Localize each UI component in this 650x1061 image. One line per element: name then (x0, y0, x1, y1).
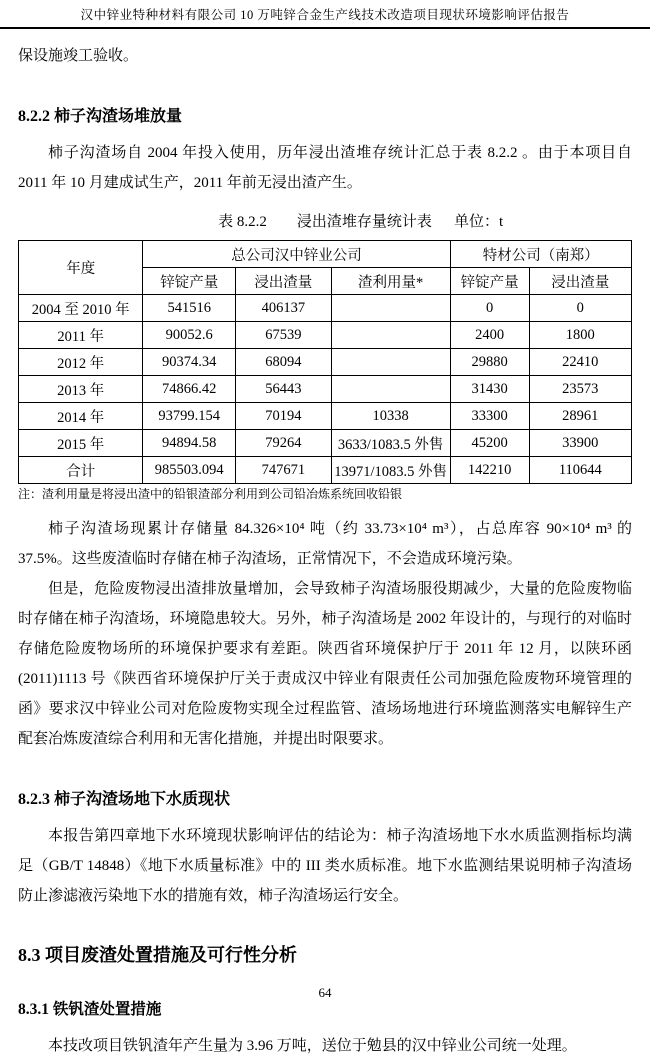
header-cell-leach-residue-1: 浸出渣量 (236, 268, 332, 295)
cell-value: 13971/1083.5 外售 (331, 457, 450, 484)
cell-year: 2013 年 (19, 376, 143, 403)
paragraph-leach-residue-intro: 柿子沟渣场自 2004 年投入使用，历年浸出渣堆存统计汇总于表 8.2.2 。由于本项目自 2011 年 10 月建成试生产，2011 年前无浸出渣产生。 (18, 145, 632, 191)
header-cell-year: 年度 (19, 241, 143, 295)
cell-value: 94894.58 (143, 430, 236, 457)
header-divider (0, 27, 650, 29)
table-caption: 表 8.2.2 浸出渣堆存量统计表 (218, 214, 432, 230)
cell-value: 79264 (236, 430, 332, 457)
paragraph-hazard-discussion: 但是，危险废物浸出渣排放量增加，会导致柿子沟渣场服役期减少，大量的危险废物临时存储在柿子沟渣场，环境隐患较大。另外，柿子沟渣场是 2002 年设计的，与现行的对临时存储危险废物场所的环境保护要求有差距。陕西省环境保护厅于 2011 年 12 月，以陕环函(2011)1113 号《陕西省环境保护厅关于责成汉中锌业有限责任公司加强危险废物环境管理的函》要求汉中锌业公司对危险废物实现全过程监管、渣场场地进行环境监测落实电解锌生产配套冶炼废渣综合利用和无害化措施，并提出时限要求。 (18, 581, 632, 747)
cell-value: 90052.6 (143, 322, 236, 349)
cell-value: 33300 (450, 403, 529, 430)
cell-value: 110644 (529, 457, 631, 484)
cell-value: 22410 (529, 349, 631, 376)
header-cell-group2: 特材公司（南郑） (450, 241, 631, 268)
cell-value: 33900 (529, 430, 631, 457)
cell-value: 93799.154 (143, 403, 236, 430)
cell-value (331, 349, 450, 376)
cell-value: 747671 (236, 457, 332, 484)
section-heading-8-2-3: 8.2.3 柿子沟渣场地下水质现状 (18, 791, 231, 808)
paragraph-groundwater-status: 本报告第四章地下水环境现状影响评估的结论为：柿子沟渣场地下水水质监测指标均满足（GB/T 14848）《地下水质量标准》中的 III 类水质标准。地下水监测结果说明柿子沟渣场防止渗滤液污染地下水的措施有效，柿子沟渣场运行安全。 (18, 828, 632, 904)
table-footnote: 注：渣利用量是将浸出渣中的铅银渣部分利用到公司铅冶炼系统回收铅银 (18, 487, 403, 501)
table-row (19, 376, 632, 403)
table-header-row-groups (19, 241, 632, 268)
page-number: 64 (318, 985, 332, 1000)
cell-value: 28961 (529, 403, 631, 430)
cell-value: 10338 (331, 403, 450, 430)
header-cell-group1: 总公司汉中锌业公司 (143, 241, 450, 268)
cell-value: 541516 (143, 295, 236, 322)
cell-value: 68094 (236, 349, 332, 376)
cell-value: 29880 (450, 349, 529, 376)
leach-residue-statistics-table (18, 240, 632, 484)
table-row (19, 322, 632, 349)
cell-value: 3633/1083.5 外售 (331, 430, 450, 457)
table-row (19, 403, 632, 430)
header-cell-zinc-output-1: 锌锭产量 (143, 268, 236, 295)
cell-value: 2400 (450, 322, 529, 349)
cell-value: 70194 (236, 403, 332, 430)
cell-value: 67539 (236, 322, 332, 349)
header-cell-residue-utilized: 渣利用量* (331, 268, 450, 295)
table-caption-row (18, 210, 632, 234)
section-heading-8-3: 8.3 项目废渣处置措施及可行性分析 (18, 945, 297, 965)
cell-value (331, 295, 450, 322)
table-row-total (19, 457, 632, 484)
cell-value: 0 (529, 295, 631, 322)
cell-value: 74866.42 (143, 376, 236, 403)
cell-value: 142210 (450, 457, 529, 484)
cell-year: 2004 至 2010 年 (19, 295, 143, 322)
cell-value: 90374.34 (143, 349, 236, 376)
cell-value: 1800 (529, 322, 631, 349)
header-cell-leach-residue-2: 浸出渣量 (529, 268, 631, 295)
cell-value: 45200 (450, 430, 529, 457)
table-row (19, 295, 632, 322)
cell-value: 23573 (529, 376, 631, 403)
paragraph-storage-capacity: 柿子沟渣场现累计存储量 84.326×10⁴ 吨（约 33.73×10⁴ m³），占总库容 90×10⁴ m³ 的 37.5%。这些废渣临时存储在柿子沟渣场，正常情况下，不会造成环境污染。 (18, 521, 632, 567)
cell-value: 406137 (236, 295, 332, 322)
section-heading-8-2-2: 8.2.2 柿子沟渣场堆放量 (18, 108, 183, 125)
cell-year: 2014 年 (19, 403, 143, 430)
paragraph-iron-vanadium-residue: 本技改项目铁钒渣年产生量为 3.96 万吨，送位于勉县的汉中锌业公司统一处理。 (48, 1038, 577, 1054)
cell-year: 2011 年 (19, 322, 143, 349)
header-cell-zinc-output-2: 锌锭产量 (450, 268, 529, 295)
cell-value: 31430 (450, 376, 529, 403)
cell-year: 2015 年 (19, 430, 143, 457)
cell-value (331, 322, 450, 349)
cell-value: 0 (450, 295, 529, 322)
cell-year: 2012 年 (19, 349, 143, 376)
cell-value (331, 376, 450, 403)
table-row (19, 349, 632, 376)
table-unit-label: 单位：t (453, 214, 504, 230)
cell-value: 985503.094 (143, 457, 236, 484)
cell-year: 合计 (19, 457, 143, 484)
continuation-paragraph: 保设施竣工验收。 (18, 48, 139, 64)
section-heading-8-3-1: 8.3.1 铁钒渣处置措施 (18, 1001, 162, 1018)
table-row (19, 430, 632, 457)
cell-value: 56443 (236, 376, 332, 403)
running-header: 汉中锌业特种材料有限公司 10 万吨锌合金生产线技术改造项目现状环境影响评估报告 (80, 8, 570, 22)
